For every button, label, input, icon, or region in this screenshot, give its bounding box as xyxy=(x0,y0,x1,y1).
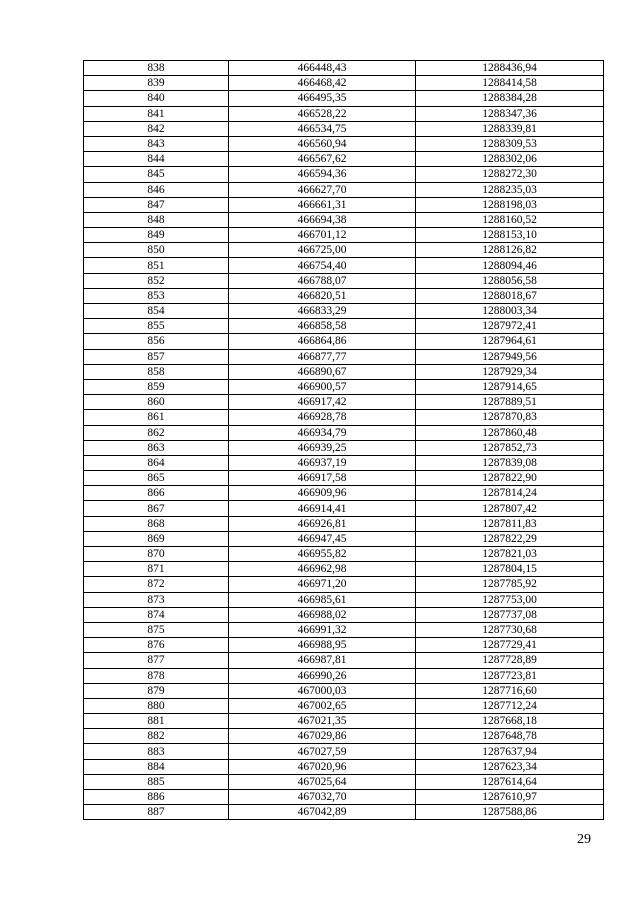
table-row xyxy=(84,562,604,577)
x-coordinate-cell: 466939,25 xyxy=(229,440,416,455)
y-coordinate-cell: 1287668,18 xyxy=(416,714,604,729)
table-row xyxy=(84,91,604,106)
x-coordinate-cell: 466990,26 xyxy=(229,668,416,683)
x-coordinate-cell: 466991,32 xyxy=(229,622,416,637)
point-number-cell: 839 xyxy=(84,76,229,91)
x-coordinate-cell: 466560,94 xyxy=(229,136,416,151)
y-coordinate-cell: 1287785,92 xyxy=(416,577,604,592)
table-row xyxy=(84,683,604,698)
point-number-cell: 885 xyxy=(84,774,229,789)
table-row xyxy=(84,197,604,212)
x-coordinate-cell: 466694,38 xyxy=(229,212,416,227)
point-number-cell: 864 xyxy=(84,455,229,470)
point-number-cell: 869 xyxy=(84,531,229,546)
x-coordinate-cell: 466900,57 xyxy=(229,379,416,394)
table-row xyxy=(84,319,604,334)
point-number-cell: 859 xyxy=(84,379,229,394)
x-coordinate-cell: 466988,95 xyxy=(229,638,416,653)
point-number-cell: 855 xyxy=(84,319,229,334)
table-row xyxy=(84,455,604,470)
point-number-cell: 865 xyxy=(84,471,229,486)
x-coordinate-cell: 466567,62 xyxy=(229,152,416,167)
table-row xyxy=(84,364,604,379)
table-row xyxy=(84,698,604,713)
point-number-cell: 881 xyxy=(84,714,229,729)
y-coordinate-cell: 1287648,78 xyxy=(416,729,604,744)
x-coordinate-cell: 466627,70 xyxy=(229,182,416,197)
point-number-cell: 838 xyxy=(84,61,229,76)
y-coordinate-cell: 1288302,06 xyxy=(416,152,604,167)
x-coordinate-cell: 466926,81 xyxy=(229,516,416,531)
table-row xyxy=(84,577,604,592)
x-coordinate-cell: 466788,07 xyxy=(229,273,416,288)
point-number-cell: 852 xyxy=(84,273,229,288)
y-coordinate-cell: 1287860,48 xyxy=(416,425,604,440)
x-coordinate-cell: 467032,70 xyxy=(229,790,416,805)
x-coordinate-cell: 466890,67 xyxy=(229,364,416,379)
point-number-cell: 848 xyxy=(84,212,229,227)
x-coordinate-cell: 467042,89 xyxy=(229,805,416,820)
point-number-cell: 882 xyxy=(84,729,229,744)
table-row xyxy=(84,774,604,789)
point-number-cell: 872 xyxy=(84,577,229,592)
point-number-cell: 878 xyxy=(84,668,229,683)
y-coordinate-cell: 1287610,97 xyxy=(416,790,604,805)
point-number-cell: 857 xyxy=(84,349,229,364)
y-coordinate-cell: 1288272,30 xyxy=(416,167,604,182)
x-coordinate-cell: 466833,29 xyxy=(229,304,416,319)
table-row xyxy=(84,349,604,364)
point-number-cell: 840 xyxy=(84,91,229,106)
y-coordinate-cell: 1287730,68 xyxy=(416,622,604,637)
y-coordinate-cell: 1287949,56 xyxy=(416,349,604,364)
point-number-cell: 874 xyxy=(84,607,229,622)
x-coordinate-cell: 466594,36 xyxy=(229,167,416,182)
table-row xyxy=(84,516,604,531)
table-row xyxy=(84,622,604,637)
y-coordinate-cell: 1287822,90 xyxy=(416,471,604,486)
table-row xyxy=(84,167,604,182)
x-coordinate-cell: 467000,03 xyxy=(229,683,416,698)
x-coordinate-cell: 466858,58 xyxy=(229,319,416,334)
y-coordinate-cell: 1287889,51 xyxy=(416,395,604,410)
y-coordinate-cell: 1287870,83 xyxy=(416,410,604,425)
point-number-cell: 847 xyxy=(84,197,229,212)
x-coordinate-cell: 466495,35 xyxy=(229,91,416,106)
y-coordinate-cell: 1287723,81 xyxy=(416,668,604,683)
x-coordinate-cell: 467020,96 xyxy=(229,759,416,774)
x-coordinate-cell: 466448,43 xyxy=(229,61,416,76)
point-number-cell: 853 xyxy=(84,288,229,303)
y-coordinate-cell: 1287588,86 xyxy=(416,805,604,820)
table-row xyxy=(84,76,604,91)
y-coordinate-cell: 1288414,58 xyxy=(416,76,604,91)
y-coordinate-cell: 1288309,53 xyxy=(416,136,604,151)
point-number-cell: 875 xyxy=(84,622,229,637)
y-coordinate-cell: 1287637,94 xyxy=(416,744,604,759)
x-coordinate-cell: 466934,79 xyxy=(229,425,416,440)
point-number-cell: 851 xyxy=(84,258,229,273)
table-row xyxy=(84,607,604,622)
y-coordinate-cell: 1287914,65 xyxy=(416,379,604,394)
y-coordinate-cell: 1288003,34 xyxy=(416,304,604,319)
x-coordinate-cell: 466914,41 xyxy=(229,501,416,516)
point-number-cell: 867 xyxy=(84,501,229,516)
x-coordinate-cell: 466947,45 xyxy=(229,531,416,546)
table-row xyxy=(84,243,604,258)
x-coordinate-cell: 466987,81 xyxy=(229,653,416,668)
point-number-cell: 887 xyxy=(84,805,229,820)
table-row xyxy=(84,440,604,455)
x-coordinate-cell: 467002,65 xyxy=(229,698,416,713)
x-coordinate-cell: 467021,35 xyxy=(229,714,416,729)
table-row xyxy=(84,212,604,227)
point-number-cell: 841 xyxy=(84,106,229,121)
y-coordinate-cell: 1287737,08 xyxy=(416,607,604,622)
point-number-cell: 868 xyxy=(84,516,229,531)
y-coordinate-cell: 1288018,67 xyxy=(416,288,604,303)
point-number-cell: 873 xyxy=(84,592,229,607)
table-row xyxy=(84,592,604,607)
point-number-cell: 850 xyxy=(84,243,229,258)
y-coordinate-cell: 1287753,00 xyxy=(416,592,604,607)
point-number-cell: 877 xyxy=(84,653,229,668)
table-row xyxy=(84,304,604,319)
x-coordinate-cell: 466937,19 xyxy=(229,455,416,470)
y-coordinate-cell: 1287821,03 xyxy=(416,547,604,562)
point-number-cell: 856 xyxy=(84,334,229,349)
page-number: 29 xyxy=(577,832,591,847)
x-coordinate-cell: 466988,02 xyxy=(229,607,416,622)
point-number-cell: 866 xyxy=(84,486,229,501)
x-coordinate-cell: 466928,78 xyxy=(229,410,416,425)
point-number-cell: 861 xyxy=(84,410,229,425)
y-coordinate-cell: 1288126,82 xyxy=(416,243,604,258)
point-number-cell: 845 xyxy=(84,167,229,182)
table-row xyxy=(84,638,604,653)
x-coordinate-cell: 466877,77 xyxy=(229,349,416,364)
y-coordinate-cell: 1288160,52 xyxy=(416,212,604,227)
table-row xyxy=(84,759,604,774)
table-row xyxy=(84,501,604,516)
table-row xyxy=(84,379,604,394)
table-row xyxy=(84,744,604,759)
x-coordinate-cell: 466955,82 xyxy=(229,547,416,562)
point-number-cell: 843 xyxy=(84,136,229,151)
y-coordinate-cell: 1287814,24 xyxy=(416,486,604,501)
x-coordinate-cell: 466528,22 xyxy=(229,106,416,121)
point-number-cell: 862 xyxy=(84,425,229,440)
table-row xyxy=(84,273,604,288)
x-coordinate-cell: 466909,96 xyxy=(229,486,416,501)
y-coordinate-cell: 1288339,81 xyxy=(416,121,604,136)
table-row xyxy=(84,471,604,486)
table-row xyxy=(84,653,604,668)
x-coordinate-cell: 466917,42 xyxy=(229,395,416,410)
x-coordinate-cell: 466468,42 xyxy=(229,76,416,91)
x-coordinate-cell: 466534,75 xyxy=(229,121,416,136)
table-row xyxy=(84,182,604,197)
point-number-cell: 858 xyxy=(84,364,229,379)
point-number-cell: 880 xyxy=(84,698,229,713)
table-row xyxy=(84,486,604,501)
table-row xyxy=(84,805,604,820)
point-number-cell: 854 xyxy=(84,304,229,319)
y-coordinate-cell: 1288384,28 xyxy=(416,91,604,106)
y-coordinate-cell: 1287729,41 xyxy=(416,638,604,653)
y-coordinate-cell: 1287839,08 xyxy=(416,455,604,470)
table-row xyxy=(84,228,604,243)
y-coordinate-cell: 1288235,03 xyxy=(416,182,604,197)
x-coordinate-cell: 466917,58 xyxy=(229,471,416,486)
y-coordinate-cell: 1288198,03 xyxy=(416,197,604,212)
table-row xyxy=(84,668,604,683)
table-row xyxy=(84,61,604,76)
x-coordinate-cell: 466962,98 xyxy=(229,562,416,577)
y-coordinate-cell: 1288056,58 xyxy=(416,273,604,288)
x-coordinate-cell: 466864,86 xyxy=(229,334,416,349)
y-coordinate-cell: 1288436,94 xyxy=(416,61,604,76)
table-row xyxy=(84,531,604,546)
point-number-cell: 863 xyxy=(84,440,229,455)
x-coordinate-cell: 466985,61 xyxy=(229,592,416,607)
x-coordinate-cell: 466971,20 xyxy=(229,577,416,592)
table-row xyxy=(84,729,604,744)
x-coordinate-cell: 466820,51 xyxy=(229,288,416,303)
x-coordinate-cell: 467029,86 xyxy=(229,729,416,744)
table-row xyxy=(84,714,604,729)
point-number-cell: 844 xyxy=(84,152,229,167)
y-coordinate-cell: 1287623,34 xyxy=(416,759,604,774)
y-coordinate-cell: 1287972,41 xyxy=(416,319,604,334)
y-coordinate-cell: 1287852,73 xyxy=(416,440,604,455)
coordinates-table xyxy=(83,60,604,820)
coordinates-table-body xyxy=(84,61,604,820)
table-row xyxy=(84,136,604,151)
table-row xyxy=(84,410,604,425)
table-row xyxy=(84,334,604,349)
y-coordinate-cell: 1287716,60 xyxy=(416,683,604,698)
point-number-cell: 870 xyxy=(84,547,229,562)
point-number-cell: 849 xyxy=(84,228,229,243)
table-row xyxy=(84,106,604,121)
y-coordinate-cell: 1288094,46 xyxy=(416,258,604,273)
y-coordinate-cell: 1287728,89 xyxy=(416,653,604,668)
table-row xyxy=(84,152,604,167)
point-number-cell: 876 xyxy=(84,638,229,653)
table-row xyxy=(84,790,604,805)
point-number-cell: 842 xyxy=(84,121,229,136)
table-row xyxy=(84,258,604,273)
table-row xyxy=(84,121,604,136)
table-row xyxy=(84,288,604,303)
y-coordinate-cell: 1287822,29 xyxy=(416,531,604,546)
table-row xyxy=(84,547,604,562)
y-coordinate-cell: 1287804,15 xyxy=(416,562,604,577)
x-coordinate-cell: 467025,64 xyxy=(229,774,416,789)
table-row xyxy=(84,395,604,410)
point-number-cell: 871 xyxy=(84,562,229,577)
y-coordinate-cell: 1287807,42 xyxy=(416,501,604,516)
x-coordinate-cell: 466661,31 xyxy=(229,197,416,212)
point-number-cell: 879 xyxy=(84,683,229,698)
y-coordinate-cell: 1287614,64 xyxy=(416,774,604,789)
y-coordinate-cell: 1287811,83 xyxy=(416,516,604,531)
y-coordinate-cell: 1287929,34 xyxy=(416,364,604,379)
y-coordinate-cell: 1288347,36 xyxy=(416,106,604,121)
point-number-cell: 886 xyxy=(84,790,229,805)
table-row xyxy=(84,425,604,440)
point-number-cell: 884 xyxy=(84,759,229,774)
x-coordinate-cell: 466725,00 xyxy=(229,243,416,258)
point-number-cell: 846 xyxy=(84,182,229,197)
x-coordinate-cell: 466701,12 xyxy=(229,228,416,243)
point-number-cell: 883 xyxy=(84,744,229,759)
x-coordinate-cell: 467027,59 xyxy=(229,744,416,759)
x-coordinate-cell: 466754,40 xyxy=(229,258,416,273)
y-coordinate-cell: 1287712,24 xyxy=(416,698,604,713)
y-coordinate-cell: 1287964,61 xyxy=(416,334,604,349)
y-coordinate-cell: 1288153,10 xyxy=(416,228,604,243)
point-number-cell: 860 xyxy=(84,395,229,410)
